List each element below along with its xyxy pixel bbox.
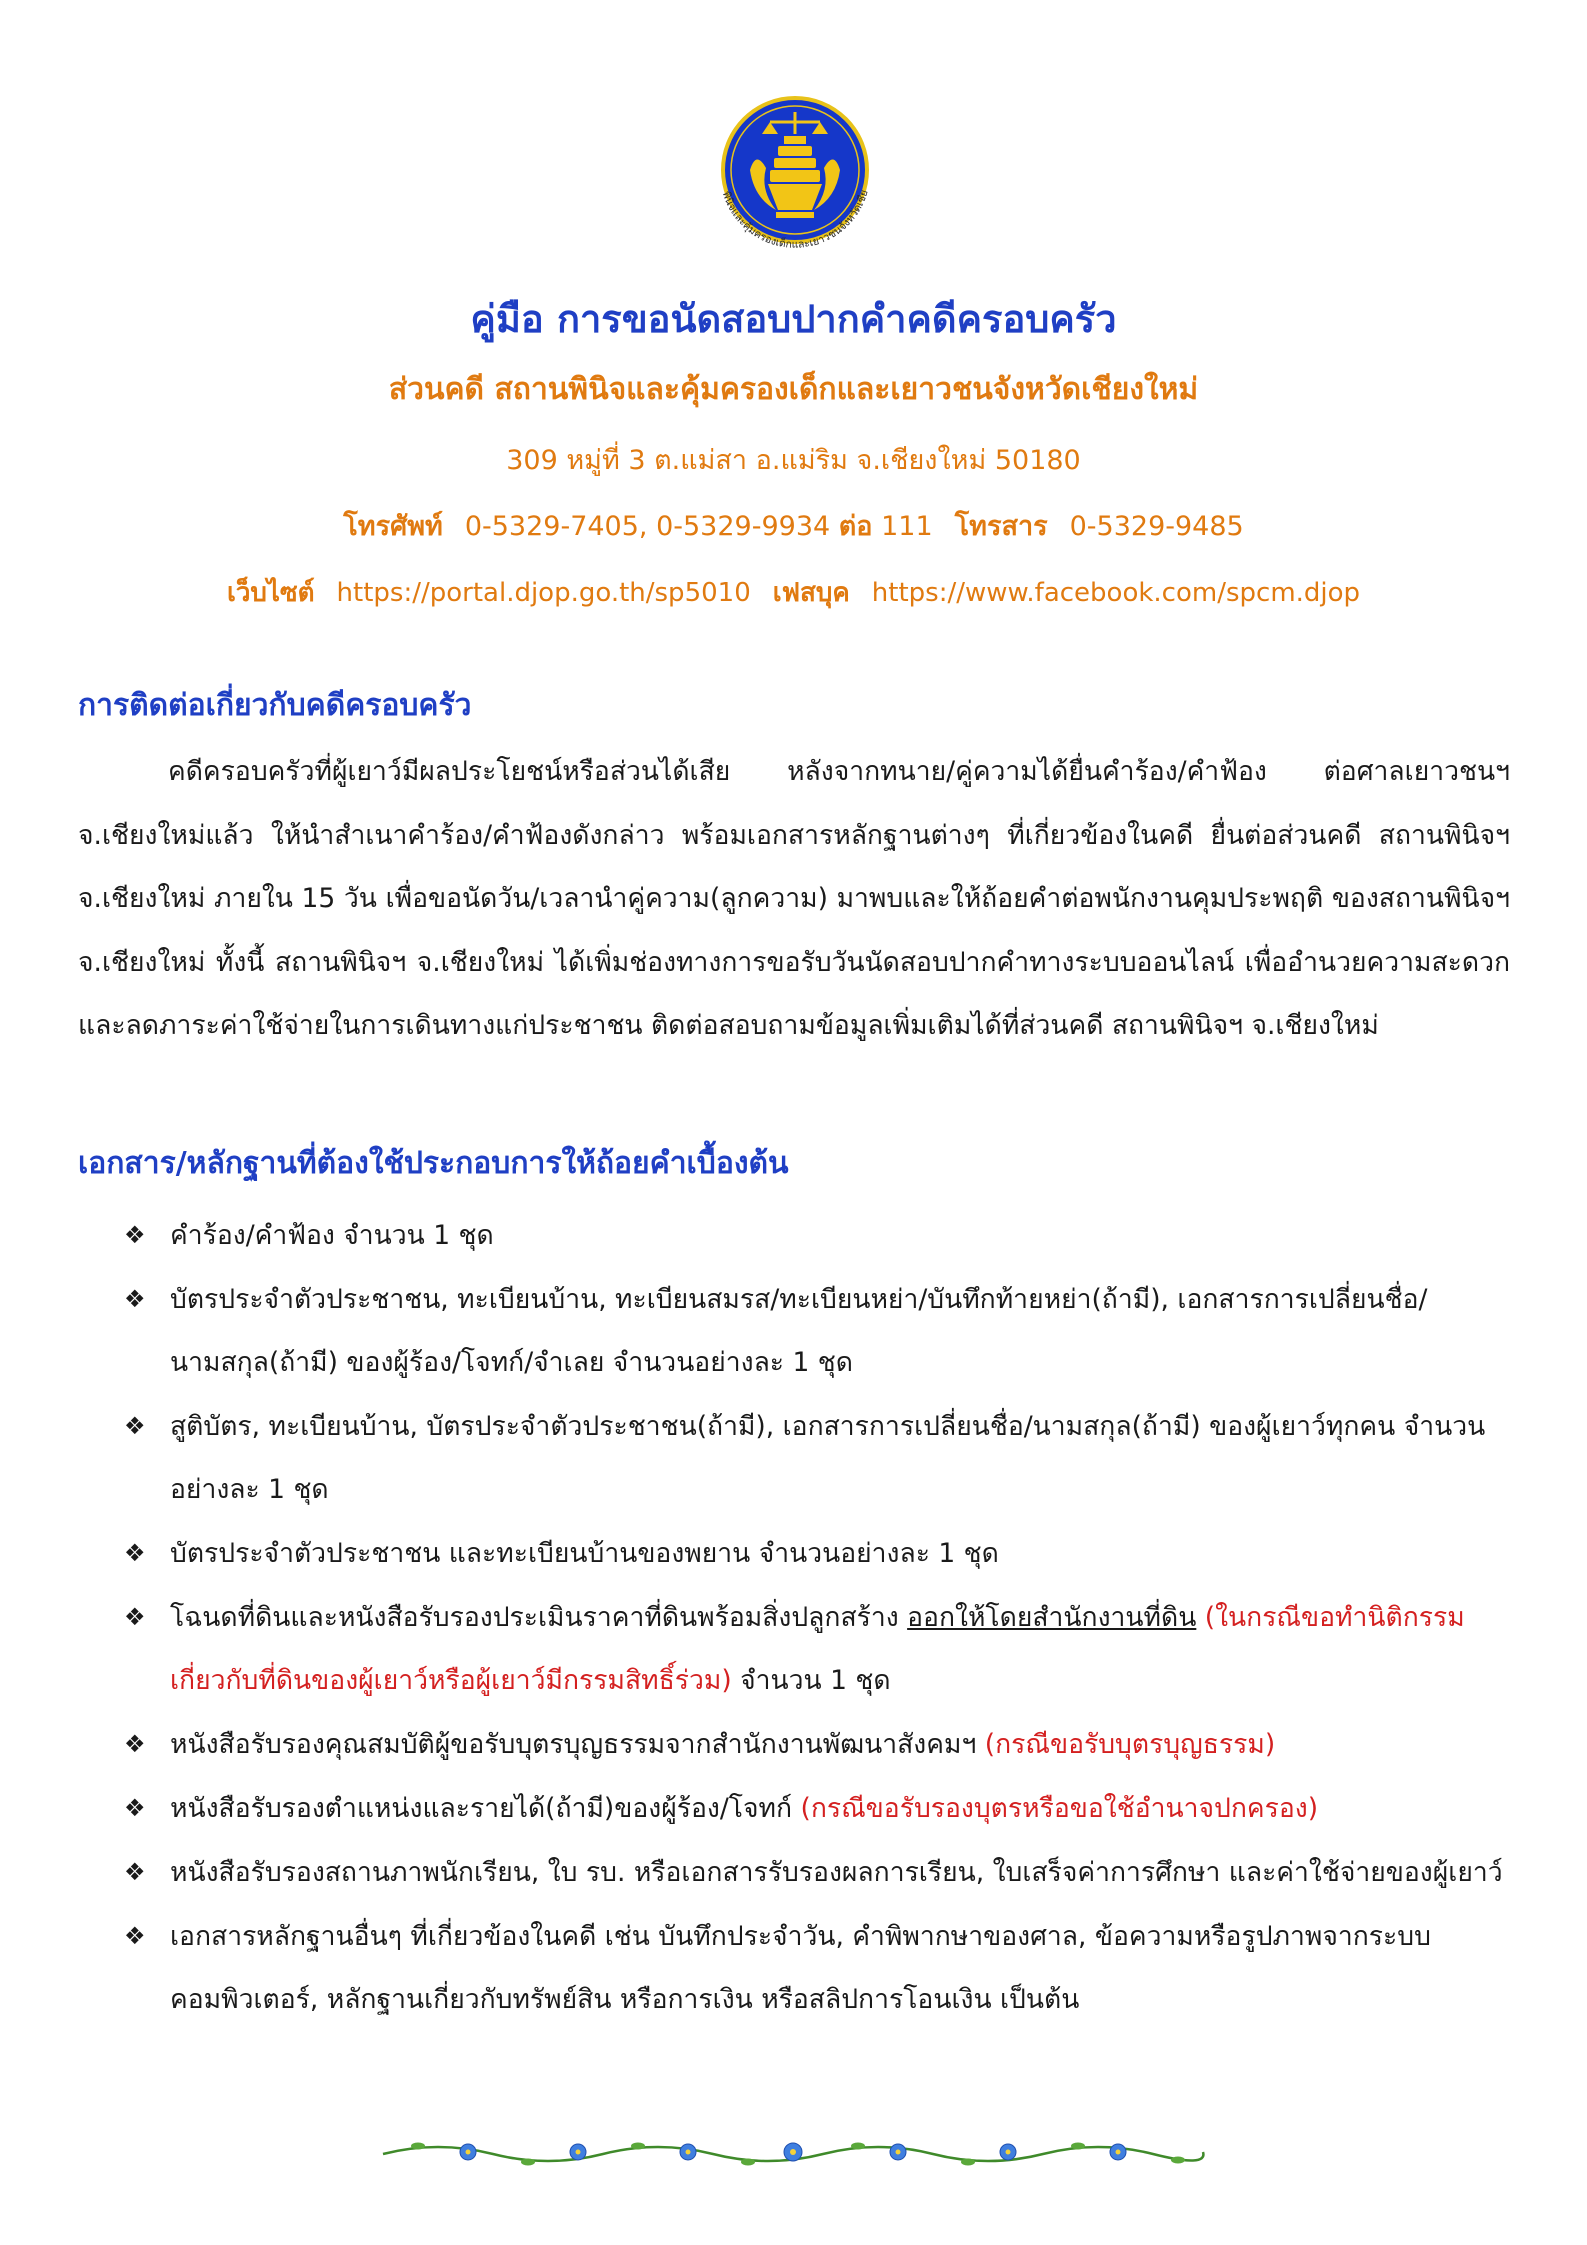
diamond-bullet-icon: ❖	[124, 1285, 146, 1313]
list-item-note: (กรณีขอรับรองบุตรหรือขอใช้อำนาจปกครอง)	[800, 1793, 1319, 1824]
document-title: คู่มือ การขอนัดสอบปากคำคดีครอบครัว	[470, 297, 1117, 341]
list-item	[78, 1268, 1510, 1394]
list-item-underlined: ออกให้โดยสำนักงานที่ดิน	[907, 1602, 1197, 1633]
list-item-text: บัตรประจำตัวประชาชน, ทะเบียนบ้าน, ทะเบียนสมรส/ทะเบียนหย่า/บันทึกท้ายหย่า(ถ้ามี), เอกสารการเปลี่ยนชื่อ/นามสกุล(ถ้ามี) ของผู้ร้อง/โจทก์/จำเลย จำนวนอย่างละ 1 ชุด	[170, 1284, 1428, 1378]
list-item-note: (ในกรณีขอทำนิติกรรมเกี่ยวกับที่ดินของผู้เยาว์หรือผู้เยาว์มีกรรมสิทธิ์ร่วม)	[170, 1602, 1465, 1696]
diamond-bullet-icon: ❖	[124, 1603, 146, 1631]
list-item	[78, 1522, 1510, 1585]
intro-paragraph: คดีครอบครัวที่ผู้เยาว์มีผลประโยชน์หรือส่วนได้เสีย หลังจากทนาย/คู่ความได้ยื่นคำร้อง/คำฟ้อง ต่อศาลเยาวชนฯ จ.เชียงใหม่แล้ว ให้นำสำเนาคำร้อง/คำฟ้องดังกล่าว พร้อมเอกสารหลักฐานต่างๆ ที่เกี่ยวข้องในคดี ยื่นต่อส่วนคดี สถานพินิจฯ จ.เชียงใหม่ ภายใน 15 วัน เพื่อขอนัดวัน/เวลานำคู่ความ(ลูกความ) มาพบและให้ถ้อยคำต่อพนักงานคุมประพฤติ ของสถานพินิจฯ จ.เชียงใหม่ ทั้งนี้ สถานพินิจฯ จ.เชียงใหม่ ได้เพิ่มช่องทางการขอรับวันนัดสอบปากคำทางระบบออนไลน์ เพื่ออำนวยความสะดวกและลดภาระค่าใช้จ่ายในการเดินทางแก่ประชาชน ติดต่อสอบถามข้อมูลเพิ่มเติมได้ที่ส่วนคดี สถานพินิจฯ จ.เชียงใหม่	[78, 756, 1510, 1041]
flower-vine-divider-icon	[378, 2132, 1208, 2172]
fax-label: โทรสาร	[954, 511, 1048, 542]
list-item	[78, 1204, 1510, 1267]
list-item	[78, 1905, 1510, 2031]
agency-seal-logo	[690, 72, 900, 282]
facebook-label: เฟสบุค	[772, 578, 850, 608]
office-address: 309 หมู่ที่ 3 ต.แม่สา อ.แม่ริม จ.เชียงใหม่ 50180	[506, 445, 1081, 476]
ext-number: 111	[881, 511, 933, 542]
contact-web-line	[0, 572, 1587, 613]
list-item-text: หนังสือรับรองคุณสมบัติผู้ขอรับบุตรบุญธรรมจากสำนักงานพัฒนาสังคมฯ	[170, 1729, 977, 1760]
phone-numbers: 0-5329-7405, 0-5329-9934	[464, 511, 831, 542]
list-item	[78, 1713, 1510, 1776]
contact-phone-line	[0, 504, 1587, 547]
list-item-text: หนังสือรับรองตำแหน่งและรายได้(ถ้ามี)ของผู้ร้อง/โจทก์	[170, 1793, 793, 1824]
ext-label: ต่อ	[838, 511, 873, 542]
diamond-bullet-icon: ❖	[124, 1730, 146, 1758]
list-item-tail: จำนวน 1 ชุด	[740, 1665, 891, 1696]
svg-text:สถานพินิจและคุ้มครองเด็กและเยา: พินิจและคุ้มครองเด็กและเยาวชนจังหวัดเชีย	[719, 188, 871, 251]
list-item	[78, 1395, 1510, 1521]
office-name: ส่วนคดี สถานพินิจและคุ้มครองเด็กและเยาวชนจังหวัดเชียงใหม่	[388, 372, 1199, 407]
list-item	[78, 1841, 1510, 1904]
website-label: เว็บไซต์	[226, 578, 315, 608]
required-documents-list	[78, 1204, 1510, 2032]
list-item-text: คำร้อง/คำฟ้อง จำนวน 1 ชุด	[170, 1220, 494, 1251]
section-heading-documents: เอกสาร/หลักฐานที่ต้องใช้ประกอบการให้ถ้อยคำเบื้องต้น	[78, 1146, 789, 1181]
facebook-link[interactable]: https://www.facebook.com/spcm.djop	[871, 578, 1361, 608]
diamond-bullet-icon: ❖	[124, 1794, 146, 1822]
diamond-bullet-icon: ❖	[124, 1412, 146, 1440]
diamond-bullet-icon: ❖	[124, 1221, 146, 1249]
list-item-note: (กรณีขอรับบุตรบุญธรรม)	[984, 1729, 1276, 1760]
website-link[interactable]: https://portal.djop.go.th/sp5010	[336, 578, 751, 608]
diamond-bullet-icon: ❖	[124, 1858, 146, 1886]
list-item-text: สูติบัตร, ทะเบียนบ้าน, บัตรประจำตัวประชาชน(ถ้ามี), เอกสารการเปลี่ยนชื่อ/นามสกุล(ถ้ามี) ของผู้เยาว์ทุกคน จำนวนอย่างละ 1 ชุด	[170, 1411, 1486, 1505]
diamond-bullet-icon: ❖	[124, 1539, 146, 1567]
fax-number: 0-5329-9485	[1069, 511, 1244, 542]
list-item-text: โฉนดที่ดินและหนังสือรับรองประเมินราคาที่ดินพร้อมสิ่งปลูกสร้าง	[170, 1602, 899, 1633]
diamond-bullet-icon: ❖	[124, 1922, 146, 1950]
list-item-text: บัตรประจำตัวประชาชน และทะเบียนบ้านของพยาน จำนวนอย่างละ 1 ชุด	[170, 1538, 999, 1569]
list-item	[78, 1777, 1510, 1840]
phone-label: โทรศัพท์	[343, 511, 443, 542]
section-heading-contact: การติดต่อเกี่ยวกับคดีครอบครัว	[78, 688, 472, 723]
list-item-text: หนังสือรับรองสถานภาพนักเรียน, ใบ รบ. หรือเอกสารรับรองผลการเรียน, ใบเสร็จค่าการศึกษา และค่าใช้จ่ายของผู้เยาว์	[170, 1857, 1503, 1888]
list-item	[78, 1586, 1510, 1712]
list-item-text: เอกสารหลักฐานอื่นๆ ที่เกี่ยวข้องในคดี เช่น บันทึกประจำวัน, คำพิพากษาของศาล, ข้อความหรือรูปภาพจากระบบคอมพิวเตอร์, หลักฐานเกี่ยวกับทรัพย์สิน หรือการเงิน หรือสลิปการโอนเงิน เป็นต้น	[170, 1921, 1431, 2015]
